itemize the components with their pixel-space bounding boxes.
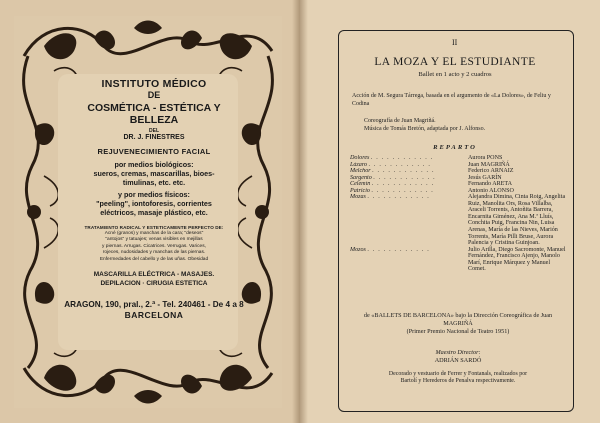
cast-actors: Federico ARNAIZ: [468, 168, 514, 175]
ad-address: ARAGON, 190, pral., 2.ª - Tel. 240461 - De 4 a 8: [64, 300, 244, 310]
cast-actors: Alejandra Dimina, Cinta Roig, Angelita Ruiz, Manolita Ors, Rosa Villalba, Araceli Torrents, Antoñita Barrera, Encarnita Giménez, Ana M.ª Lluís, Conchita Puig, Francina Nin, Luisa Arenas, María de las Nieves, Marión Torrents, María Pilli Bruse, Aurora Palencia y Cristina Guinjoan.: [468, 194, 566, 247]
leader-dots: . . . . . . . . . . . .: [371, 187, 435, 194]
ballets-line: de «BALLETS DE BARCELONA» bajo la Dirección Coreográfica de Juan MAGRIÑÁ: [363, 312, 553, 327]
leader-dots: . . . . . . . . . . . .: [373, 174, 436, 181]
leader-dots: . . . . . . . . . . . .: [367, 194, 431, 201]
leader-dots: . . . . . . . . . . . .: [372, 168, 435, 175]
ad-tratamiento: TRATAMIENTO RADICAL Y ESTETICAMENTE PERFECTO DE:: [84, 225, 224, 230]
leader-dots: . . . . . . . . . . . .: [367, 246, 431, 253]
company-credit: [352, 312, 564, 335]
ad-small-4: rojeces, nudosidades y manchas de las piernas.: [102, 250, 206, 256]
cast-row: [350, 247, 566, 273]
maestro-title: Maestro Director:: [435, 349, 481, 356]
cast-list: [350, 155, 566, 273]
ad-fis-intro: y por medios físicos:: [118, 190, 190, 199]
ad-bio-intro: por medios biológicos:: [114, 160, 194, 169]
ballet-subtitle: Ballet en 1 acto y 2 cuadros: [418, 71, 492, 78]
cast-role-name: Patricio: [350, 187, 370, 194]
ad-rejuvenecimiento: REJUVENECIMIENTO FACIAL: [97, 147, 211, 156]
cast-role-name: Mozas: [350, 194, 366, 201]
cast-role-name: Celemín: [350, 181, 371, 188]
right-page: [300, 0, 600, 423]
reparto-heading: REPARTO: [433, 144, 477, 151]
ad-title-line2: DE: [147, 90, 161, 100]
cast-actors: Julio Arilla, Diego Sacromonte, Manuel Fernández, Francisco Ajenjo, Manolo Marí, Enrique Márquez y Manuel Comet.: [468, 246, 566, 273]
cast-row: [350, 194, 566, 246]
ad-title-line1: INSTITUTO MÉDICO: [101, 78, 207, 90]
music-credit: Música de Tomás Bretón, adaptada por J. Alfonso.: [364, 125, 486, 132]
cast-actors: Fernando ARETA: [468, 181, 513, 188]
ad-title-line3: COSMÉTICA - ESTÉTICA Y BELLEZA: [87, 102, 221, 126]
credits: [364, 118, 564, 133]
ad-depilacion: DEPILACION · CIRUGIA ESTETICA: [100, 279, 208, 287]
ad-del: DEL: [149, 128, 159, 134]
cast-role: [350, 194, 468, 246]
cast-role-name: Melchor: [350, 168, 371, 175]
ad-small-3: y piernas. Arrugas. Cicatrices. Verrugas. Varices,: [102, 243, 206, 249]
ad-small-2: "antojos" y tatuajes; venas visibles en mejillas: [105, 237, 203, 243]
ballet-title: LA MOZA Y EL ESTUDIANTE: [374, 56, 536, 68]
ad-small-5: Enfermedades del cabello y de las uñas. Obesidad: [99, 256, 209, 262]
ad-mascarilla: MASCARILLA ELÉCTRICA - MASAJES.: [93, 271, 215, 279]
ad-city: BARCELONA: [124, 310, 184, 321]
conductor: [352, 349, 564, 364]
maestro-name: ADRIÁN SARDÓ: [434, 356, 482, 364]
cast-role-name: Mozos: [350, 246, 366, 253]
ad-small-1: Acné (granos) y manchas de la cara; "deseos": [104, 231, 204, 236]
ad-fis-list: "peeling", iontoforesis, corrientes: [96, 199, 212, 208]
decor-line-1: Decorado y vestuario de Ferrer y Fontanals, realizados por: [388, 371, 528, 377]
cast-role: [350, 247, 468, 273]
leader-dots: . . . . . . . . . . . .: [368, 161, 432, 168]
cast-actors: Aurora PONS: [468, 155, 503, 161]
advertisement: [62, 78, 246, 346]
cast-actors: Jesús GARÍN: [468, 174, 502, 181]
cast-actors: Antonio ALONSO: [468, 187, 514, 194]
leader-dots: . . . . . . . . . . . .: [371, 181, 435, 188]
cast-role-name: Dolores: [350, 155, 370, 161]
book-gutter: [292, 0, 308, 423]
ad-fis-list-2: eléctricos, masaje plástico, etc.: [100, 208, 208, 217]
choreography-credit: Coreografía de Juan Magriñá.: [364, 118, 436, 124]
premio-line: (Primer Premio Nacional de Teatro 1951): [406, 327, 510, 335]
section-number: II: [452, 38, 458, 47]
decor-line-2: Bartolí y Herederos de Penalva respectivamente.: [400, 378, 516, 385]
decor-credit: [352, 371, 564, 386]
cast-role-name: Lázaro: [350, 161, 368, 168]
ad-bio-list: sueros, cremas, mascarillas, bioes-: [93, 169, 215, 178]
leader-dots: . . . . . . . . . . . .: [370, 155, 434, 161]
argument-credit: Acción de M. Segura Tárrega, basada en el argumento de «La Dolores», de Feliu y Codina: [352, 93, 551, 107]
cast-role-name: Sargento: [350, 174, 372, 181]
cast-actors: Juan MAGRIÑÁ: [468, 161, 510, 168]
ad-doctor: DR. J. FINESTRES: [123, 134, 185, 141]
ad-bio-list-2: timulinas, etc. etc.: [122, 178, 186, 187]
